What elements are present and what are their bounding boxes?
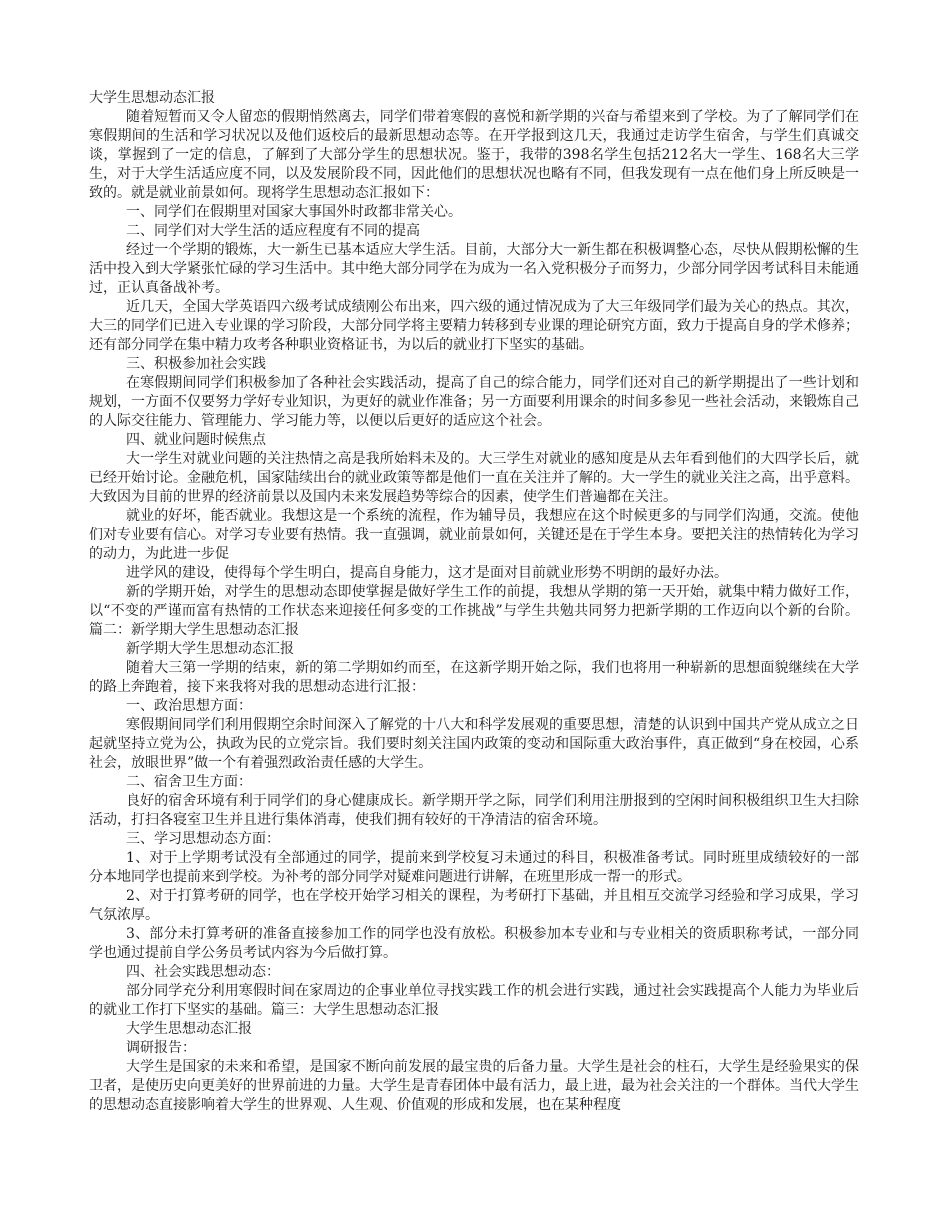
paragraph: 2、对于打算考研的同学，也在学校开始学习相关的课程，为考研打下基础，并且相互交流学习经验和学习成果，学习气氛浓厚。 (89, 888, 859, 923)
paragraph: 四、就业问题时候焦点 (126, 432, 266, 448)
paragraph: 3、部分未打算考研的准备直接参加工作的同学也没有放松。积极参加本专业和与专业相关的资质职称考试，一部分同学也通过提前自学公务员考试内容为今后做打算。 (89, 926, 859, 961)
paragraph: 部分同学充分利用寒假时间在家周边的企事业单位寻找实践工作的机会进行实践，通过社会实践提高个人能力为毕业后的就业工作打下坚实的基础。篇三：大学生思想动态汇报 (89, 983, 859, 1018)
paragraph: 大学生是国家的未来和希望，是国家不断向前发展的最宝贵的后备力量。大学生是社会的柱石，大学生是经验果实的保卫者，是使历史向更美好的世界前进的力量。大学生是青春团体中最有活力，最上进，最为社会关注的一个群体。当代大学生的思想动态直接影响着大学生的世界观、人生观、价值观的形成和发展，也在某种程度 (89, 1059, 859, 1113)
paragraph: 三、积极参加社会实践 (126, 356, 266, 372)
paragraph: 在寒假期间同学们积极参加了各种社会实践活动，提高了自己的综合能力，同学们还对自己的新学期提出了一些计划和规划，一方面不仅要努力学好专业知识，为更好的就业作准备；另一方面要利用课余的时间多参见一些社会活动，来锻炼自己的人际交往能力、管理能力、学习能力等，以便以后更好的适应这个社会。 (89, 375, 859, 429)
paragraph: 随着大三第一学期的结束，新的第二学期如约而至，在这新学期开始之际，我们也将用一种崭新的思想面貌继续在大学的路上奔跑着，接下来我将对我的思想动态进行汇报： (89, 660, 859, 695)
paragraph: 大学生思想动态汇报 (126, 1021, 252, 1037)
paragraph: 新学期大学生思想动态汇报 (126, 641, 294, 657)
document-page (89, 89, 859, 1115)
paragraph: 经过一个学期的锻炼，大一新生已基本适应大学生活。目前，大部分大一新生都在积极调整心态，尽快从假期松懈的生活中投入到大学紧张忙碌的学习生活中。其中绝大部分同学在为成为一名入党积极分子而努力，少部分同学因考试科目未能通过，正认真备战补考。 (89, 242, 859, 296)
paragraph: 寒假期间同学们利用假期空余时间深入了解党的十八大和科学发展观的重要思想，清楚的认识到中国共产党从成立之日起就坚持立党为公，执政为民的立党宗旨。我们要时刻关注国内政策的变动和国际重大政治事件，真正做到“身在校园，心系社会，放眼世界”做一个有着强烈政治责任感的大学生。 (89, 717, 859, 771)
paragraph: 随着短暂而又令人留恋的假期悄然离去，同学们带着寒假的喜悦和新学期的兴奋与希望来到了学校。为了了解同学们在寒假期间的生活和学习状况以及他们返校后的最新思想动态等。在开学报到这几天，我通过走访学生宿舍，与学生们真诚交谈，掌握到了一定的信息，了解到了大部分学生的思想状况。鉴于，我带的398名学生包括212名大一学生、168名大三学生，对于大学生活适应度不同，以及发展阶段不同，因此他们的思想状况也略有不同，但我发现有一点在他们身上所反映是一致的。就是就业前景如何。现将学生思想动态汇报如下： (89, 109, 859, 201)
paragraph: 良好的宿舍环境有利于同学们的身心健康成长。新学期开学之际，同学们利用注册报到的空闲时间积极组织卫生大扫除活动，打扫各寝室卫生并且进行集体消毒，使我们拥有较好的干净清洁的宿舍环境。 (89, 793, 859, 828)
paragraph: 就业的好坏，能否就业。我想这是一个系统的流程，作为辅导员，我想应在这个时候更多的与同学们沟通，交流。使他们对专业要有信心。对学习专业要有热情。我一直强调，就业前景如何，关键还是在于学生本身。要把关注的热情转化为学习的动力，为此进一步促 (89, 508, 859, 562)
document-title: 大学生思想动态汇报 (89, 90, 215, 106)
paragraph: 二、宿舍卫生方面： (126, 774, 252, 790)
paragraph: 一、政治思想方面： (126, 698, 252, 714)
paragraph: 一、同学们在假期里对国家大事国外时政都非常关心。 (126, 204, 462, 220)
paragraph: 新的学期开始，对学生的思想动态即使掌握是做好学生工作的前提，我想从学期的第一天开始，就集中精力做好工作，以“不变的严谨而富有热情的工作状态来迎接任何多变的工作挑战”与学生共勉共同努力把新学期的工作迈向以个新的台阶。篇二：新学期大学生思想动态汇报 (89, 584, 859, 638)
paragraph: 四、社会实践思想动态： (126, 964, 280, 980)
paragraph: 调研报告： (126, 1040, 196, 1056)
paragraph: 二、同学们对大学生活的适应程度有不同的提高 (126, 223, 420, 239)
paragraph: 三、学习思想动态方面： (126, 831, 280, 847)
paragraph: 大一学生对就业问题的关注热情之高是我所始料未及的。大三学生对就业的感知度是从去年看到他们的大四学长后，就已经开始讨论。金融危机，国家陆续出台的就业政策等都是他们一直在关注并了解的。大一学生的就业关注之高，出乎意料。大致因为目前的世界的经济前景以及国内未来发展趋势等综合的因素，使学生们普遍都在关注。 (89, 451, 859, 505)
paragraph: 1、对于上学期考试没有全部通过的同学，提前来到学校复习未通过的科目，积极准备考试。同时班里成绩较好的一部分本地同学也提前来到学校。为补考的部分同学对疑难问题进行讲解，在班里形成一帮一的形式。 (89, 850, 859, 885)
paragraph: 近几天，全国大学英语四六级考试成绩刚公布出来，四六级的通过情况成为了大三年级同学们最为关心的热点。其次，大三的同学们已进入专业课的学习阶段，大部分同学将主要精力转移到专业课的理论研究方面，致力于提高自身的学术修养；还有部分同学在集中精力攻考各种职业资格证书，为以后的就业打下坚实的基础。 (89, 299, 859, 353)
paragraph: 进学风的建设，使得每个学生明白，提高自身能力，这才是面对目前就业形势不明朗的最好办法。 (126, 565, 728, 581)
